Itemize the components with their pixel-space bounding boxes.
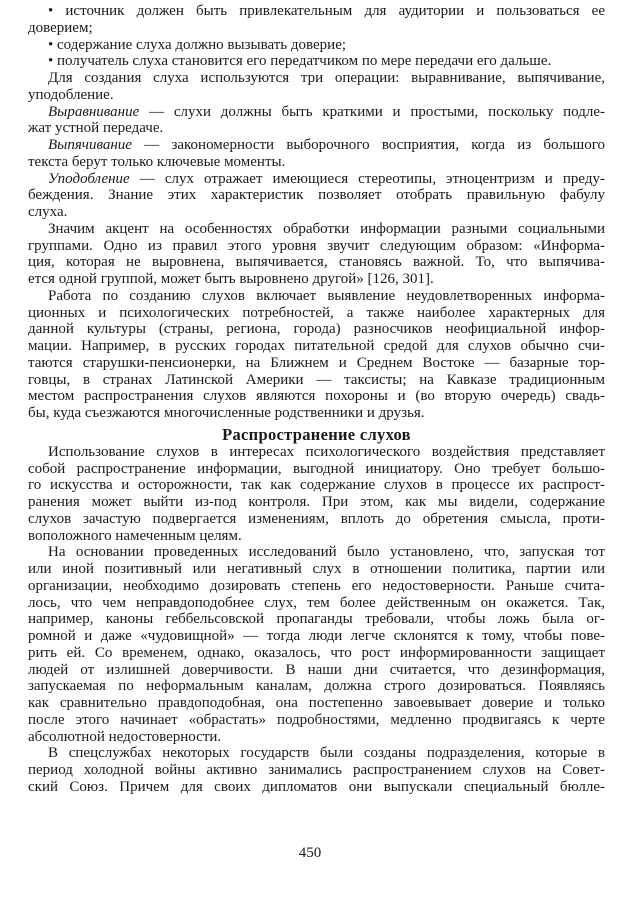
text-line xyxy=(28,712,605,729)
text-line xyxy=(28,187,605,204)
term-italic: Выравнивание xyxy=(48,103,140,120)
line-text: — слух отражает имеющиеся стереотипы, этноцентризм и преду- xyxy=(129,170,605,187)
line-text: ский Союз. Причем для своих дипломатов они выпускали специальный бюлле- xyxy=(28,778,605,795)
text-line xyxy=(28,745,605,762)
line-text: организации, необходимо дозировать степень его недостоверности. Раньше счита- xyxy=(28,577,605,594)
line-text: абсолютной недостоверности. xyxy=(28,728,222,745)
text-line xyxy=(28,20,605,37)
text-line xyxy=(28,171,605,188)
text-line xyxy=(28,762,605,779)
text-line xyxy=(28,305,605,322)
text-line xyxy=(28,87,605,104)
text-line xyxy=(28,461,605,478)
text-line xyxy=(28,494,605,511)
line-text: Работа по созданию слухов включает выявление неудовлетворенных информа- xyxy=(48,287,605,304)
text-line xyxy=(28,372,605,389)
text-line xyxy=(28,238,605,255)
text-line xyxy=(28,154,605,171)
line-text: • содержание слуха должно вызывать доверие; xyxy=(48,36,347,53)
line-text: В спецслужбах некоторых государств были созданы подразделения, которые в xyxy=(48,745,605,762)
line-text: Использование слухов в интересах психологического воздействия представляет xyxy=(48,443,605,460)
line-text: бы, куда съезжаются многочисленные родственники и друзья. xyxy=(28,405,425,421)
text-line xyxy=(28,288,605,305)
line-text: — закономерности выборочного восприятия, когда из большого xyxy=(131,137,605,153)
line-text: после этого начинает «обрастать» подробностями, медленно продвигаясь к черте xyxy=(28,711,605,728)
line-text: данной культуры (страны, региона, города) разносчиков неофициальной инфор- xyxy=(28,321,605,338)
text-line xyxy=(28,645,605,662)
line-text: уподобление. xyxy=(28,86,114,103)
text-line xyxy=(28,779,605,796)
text-line xyxy=(28,477,605,494)
line-text: • источник должен быть привлекательным для аудитории и пользоваться ее xyxy=(48,3,605,19)
line-text: ромной и даже «чудовищной» — тогда люди легче склонятся к тому, чтобы пове- xyxy=(28,628,605,644)
page-number: 450 xyxy=(298,845,322,861)
text-line xyxy=(28,729,605,746)
text-line xyxy=(28,561,605,578)
text-line xyxy=(28,628,605,645)
text-line xyxy=(28,104,605,121)
line-text: собой распространение информации, выгодной инициатору. Оно требует большо- xyxy=(28,460,605,477)
line-text: го искусства и осторожности, так как содержание слухов в процессе их распрост- xyxy=(28,477,605,494)
line-text: запускаемая по неформальным каналам, должна строго дозироваться. Появляясь xyxy=(28,678,605,695)
text-line xyxy=(28,120,605,137)
term-italic: Уподобление xyxy=(48,170,130,187)
line-text: рить ей. Со временем, однако, оказалось, что рост информированности защищает xyxy=(28,644,605,661)
line-text: воположного намеченным целям. xyxy=(28,527,242,544)
text-line xyxy=(28,338,605,355)
text-line xyxy=(28,678,605,695)
paragraph xyxy=(28,37,605,54)
paragraph xyxy=(28,444,605,545)
line-text: ция, которая не выровнена, выпячивается, становясь важной. То, что выпячива- xyxy=(28,254,605,271)
text-line xyxy=(28,204,605,221)
line-text: — слухи должны быть краткими и простыми, поскольку подле- xyxy=(139,103,605,120)
line-text: как сравнительно правдоподобная, она постепенно завоевывает доверие и только xyxy=(28,695,605,711)
text-line xyxy=(28,53,605,70)
line-text: или иной позитивный или негативный слух в отношении политика, партии или xyxy=(28,561,605,577)
line-text: беждения. Знание этих характеристик позволяет отобрать правильную фабулу xyxy=(28,187,605,204)
line-text: период холодной войны активно занимались распространением слухов на Совет- xyxy=(28,762,605,778)
line-text: ционных и психологических потребностей, а также наиболее характерных для xyxy=(28,304,605,321)
line-text: текста берут только ключевые моменты. xyxy=(28,153,286,170)
text-line xyxy=(28,528,605,545)
line-text: • получатель слуха становится его передатчиком по мере передачи его дальше. xyxy=(48,53,552,70)
paragraph xyxy=(28,104,605,138)
line-text: группами. Одно из правил этого уровня звучит следующим образом: «Информа- xyxy=(28,237,605,254)
text-line xyxy=(28,595,605,612)
text-line xyxy=(28,254,605,271)
line-text: Для создания слуха используются три операции: выравнивание, выпячивание, xyxy=(48,70,605,86)
paragraph xyxy=(28,53,605,70)
line-text: ранения может выйти из-под контроля. При этом, как мы видели, содержание xyxy=(28,494,605,510)
text-line xyxy=(28,321,605,338)
text-line xyxy=(28,355,605,372)
text-line xyxy=(28,137,605,154)
line-text: Значим акцент на особенностях обработки информации разными социальными xyxy=(48,220,605,237)
paragraph xyxy=(28,544,605,745)
line-text: таются старушки-пенсионерки, на Ближнем и Среднем Востоке — базарные тор- xyxy=(28,354,605,371)
text-line xyxy=(28,511,605,528)
paragraph xyxy=(28,171,605,221)
line-text: людей от излишней доверчивости. В наши дни считается, что дезинформация, xyxy=(28,661,605,678)
line-text: слуха. xyxy=(28,204,68,220)
text-line xyxy=(28,662,605,679)
text-line xyxy=(28,578,605,595)
line-text: мации. Например, в русских городах питательной средой для слухов обычно счи- xyxy=(28,338,605,354)
text-line xyxy=(28,388,605,405)
line-text: говцы, в странах Латинской Америки — таксисты; на Кавказе традиционным xyxy=(28,371,605,388)
term-italic: Выпячивание xyxy=(48,137,132,153)
text-line xyxy=(28,695,605,712)
text-line xyxy=(28,544,605,561)
section-heading: Распространение слухов xyxy=(222,424,411,444)
paragraph xyxy=(28,288,605,422)
paragraph xyxy=(28,137,605,171)
line-text: доверием; xyxy=(28,19,93,36)
text-line xyxy=(28,3,605,20)
paragraph xyxy=(28,745,605,795)
text-line xyxy=(28,405,605,422)
text-line xyxy=(28,271,605,288)
paragraph xyxy=(28,3,605,37)
text-line xyxy=(28,444,605,461)
text-line xyxy=(28,37,605,54)
text-line xyxy=(28,70,605,87)
page-body xyxy=(28,3,605,796)
text-line xyxy=(28,221,605,238)
line-text: лось, что чем неправдоподобнее слух, тем более действенным он окажется. Так, xyxy=(28,594,605,611)
line-text: слухов зачастую подвергается изменениям, вплоть до обретения смысла, проти- xyxy=(28,510,605,527)
paragraph xyxy=(28,221,605,288)
line-text: жат устной передаче. xyxy=(28,120,164,137)
paragraph xyxy=(28,70,605,104)
line-text: например, каноны геббельсовской пропаганды требовали, чтобы ложь была ог- xyxy=(28,611,605,628)
line-text: ется одной группой, может быть выровнено другой» [126, 301]. xyxy=(28,271,434,287)
text-line xyxy=(28,611,605,628)
line-text: На основании проведенных исследований было установлено, что, запуская тот xyxy=(48,544,605,561)
line-text: местом распространения слухов являются похороны и (во вторую очередь) свадь- xyxy=(28,388,605,405)
